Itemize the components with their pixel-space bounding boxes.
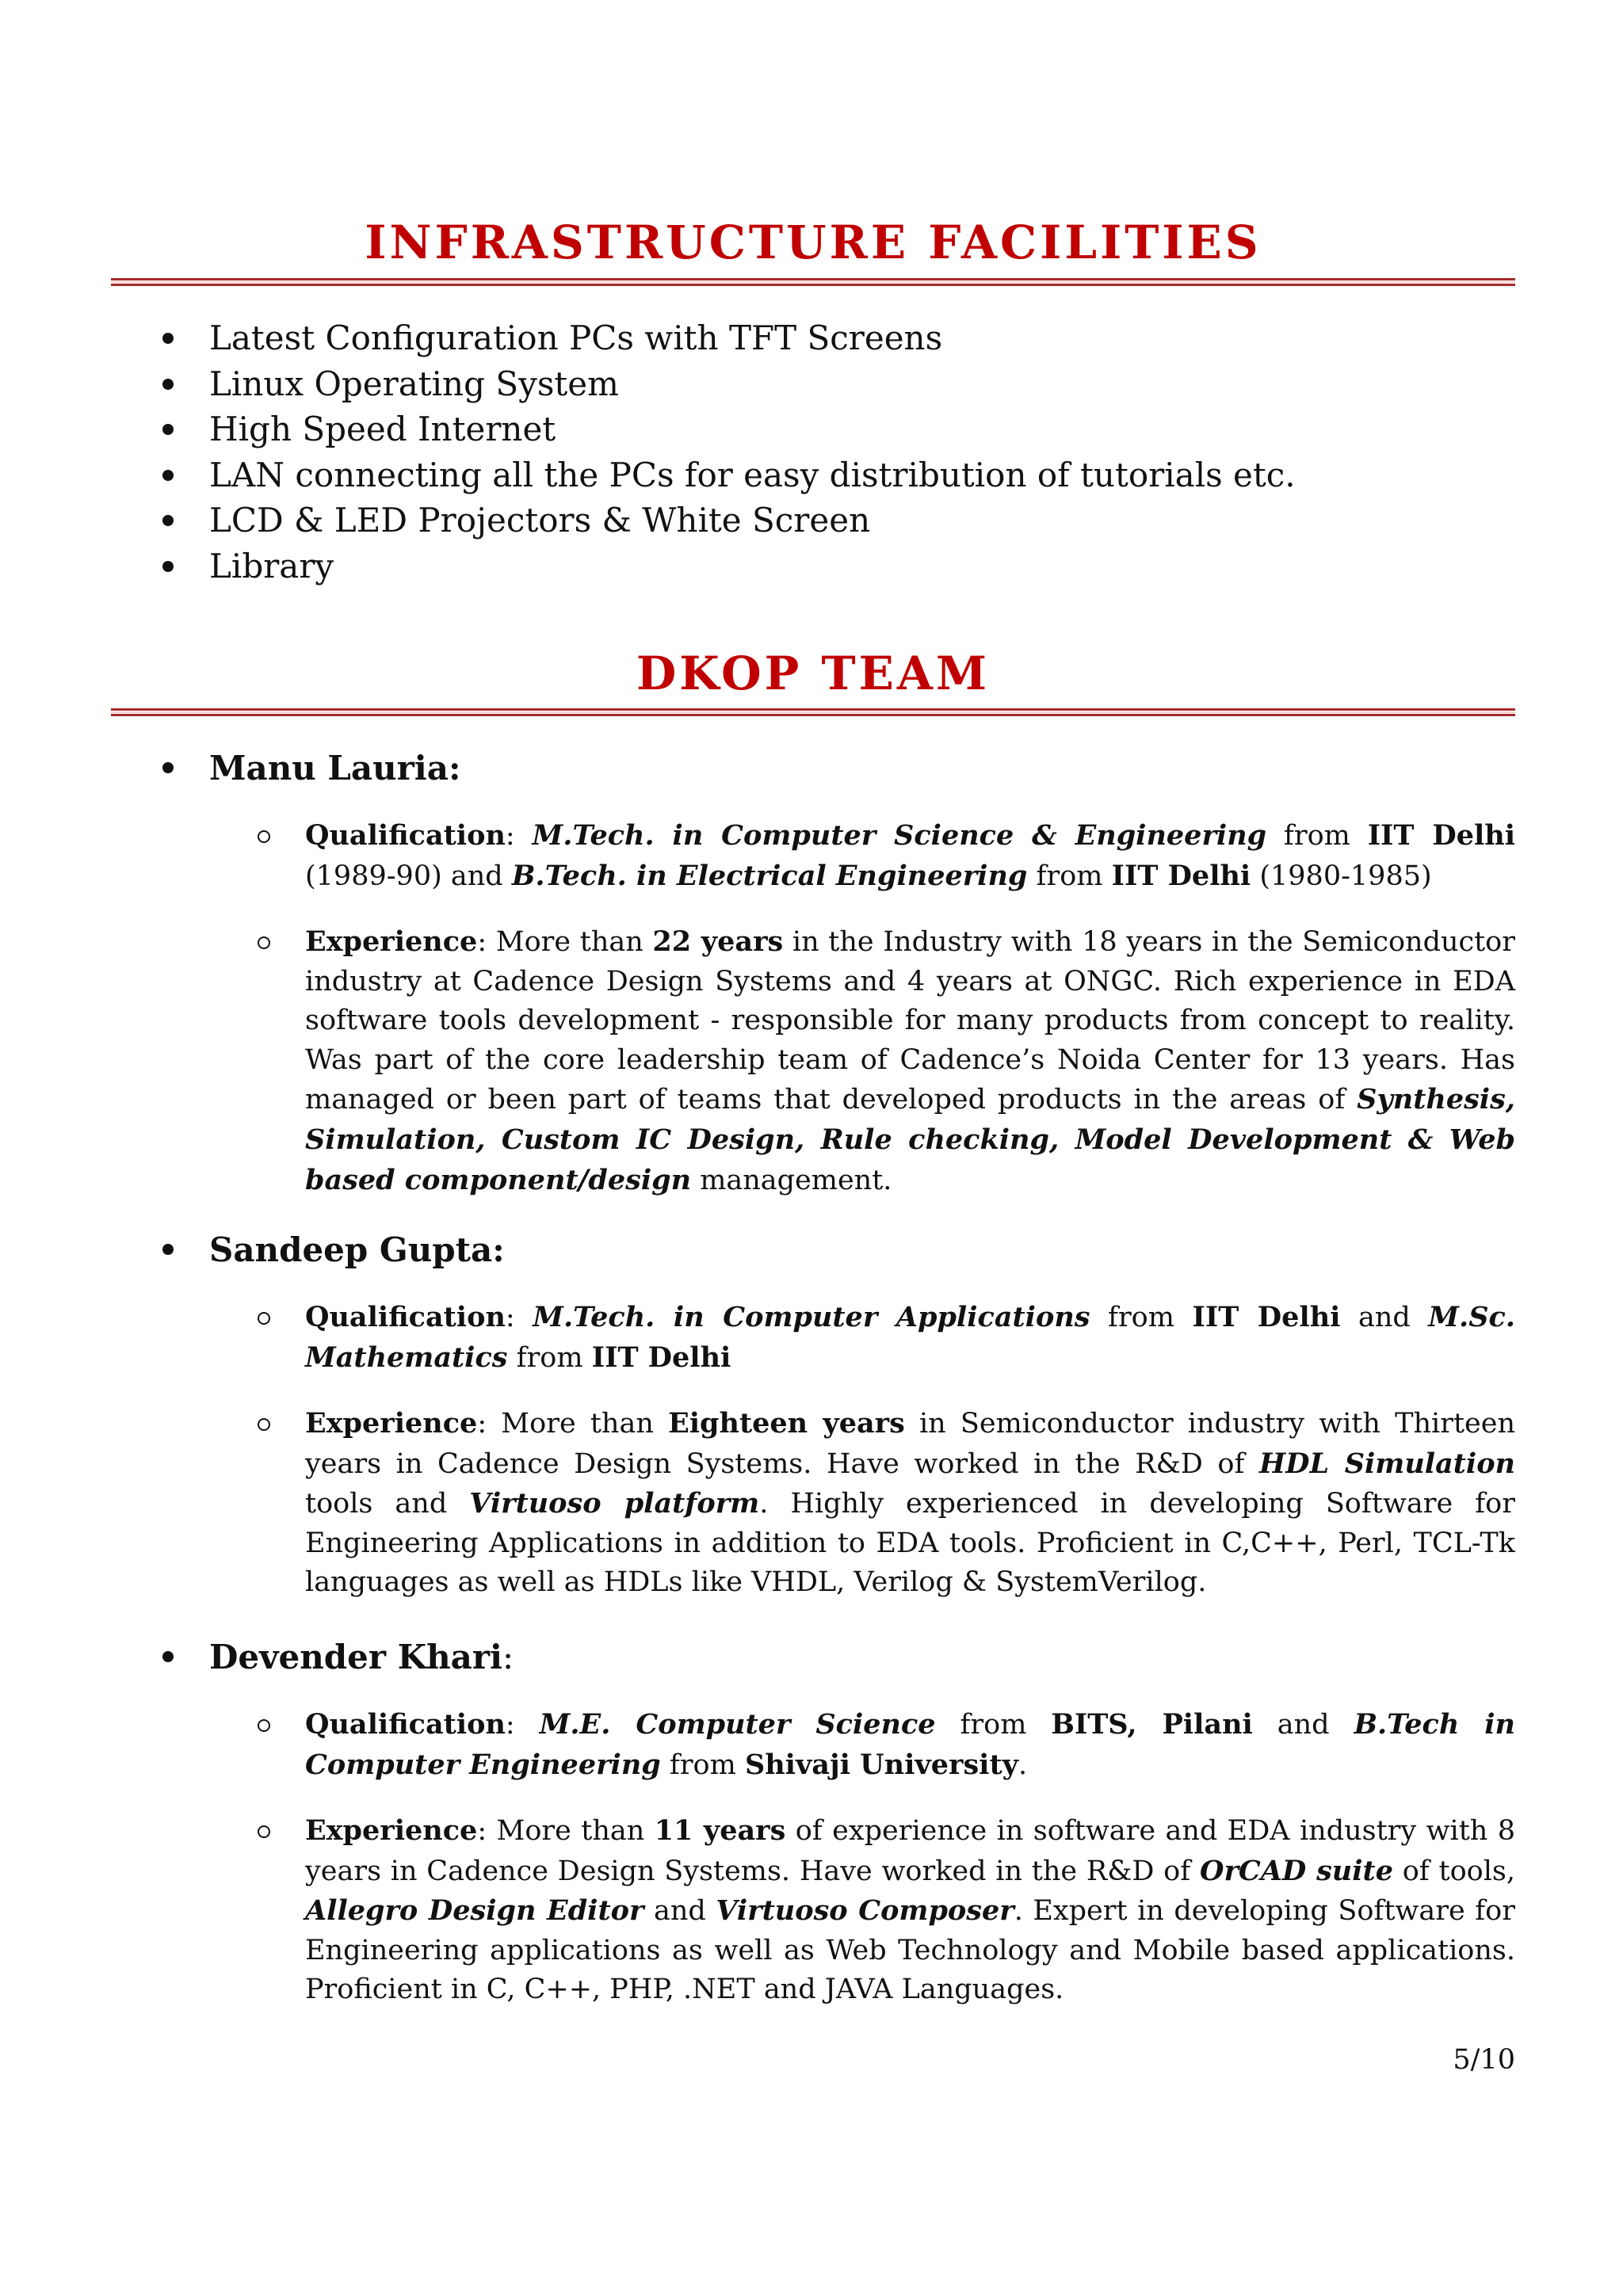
member-qualification: Qualification: M.E. Computer Science from BITS, Pilani and B.Tech in Computer Engineering from Shivaji University.	[305, 1705, 1515, 1785]
member-name: Manu Lauria:	[158, 746, 1515, 791]
list-item: Linux Operating System	[158, 361, 1296, 407]
bullet-icon	[162, 379, 174, 390]
team-heading-rule	[111, 708, 1515, 716]
team-member-manu-lauria	[158, 746, 1516, 1196]
bullet-icon	[162, 1244, 174, 1255]
bullet-icon	[162, 424, 174, 435]
list-item: LCD & LED Projectors & White Screen	[158, 498, 1296, 543]
circle-bullet-icon	[258, 830, 270, 843]
circle-bullet-icon	[258, 1418, 270, 1431]
member-experience: Experience: More than 22 years in the Industry with 18 years in the Semiconductor industry at Cadence Design Systems and 4 years at ONGC. Rich experience in EDA software tools development - responsible for many products from concept to reality. Was part of the core leadership team of Cadence’s Noida Center for 13 years. Has managed or been part of teams that developed products in the areas of Synthesis, Simulation, Custom IC Design, Rule checking, Model Development & Web based component/design management.	[305, 922, 1515, 1200]
infrastructure-heading: INFRASTRUCTURE FACILITIES	[365, 215, 1262, 269]
team-heading: DKOP TEAM	[636, 646, 991, 700]
circle-bullet-icon	[258, 1825, 270, 1838]
member-name: Sandeep Gupta:	[158, 1228, 1515, 1272]
list-item: Library	[158, 543, 1296, 589]
team-member-sandeep-gupta	[158, 1228, 1515, 1599]
circle-bullet-icon	[258, 1312, 270, 1325]
list-item: High Speed Internet	[158, 406, 1296, 452]
member-experience: Experience: More than Eighteen years in Semiconductor industry with Thirteen years in Cadence Design Systems. Have worked in the R&D of HDL Simulation tools and Virtuoso platform. Highly experienced in developing Software for Engineering Applications in addition to EDA tools. Proficient in C,C++, Perl, TCL-Tk languages as well as HDLs like VHDL, Verilog & SystemVerilog.	[305, 1404, 1515, 1603]
list-item: Latest Configuration PCs with TFT Screens	[158, 315, 1296, 361]
bullet-icon	[162, 470, 174, 481]
page-number: 5/10	[1453, 2044, 1515, 2076]
bullet-icon	[162, 1651, 174, 1662]
circle-bullet-icon	[258, 936, 270, 949]
infrastructure-list	[158, 315, 1296, 589]
bullet-icon	[162, 762, 174, 773]
bullet-icon	[162, 333, 174, 344]
bullet-icon	[162, 561, 174, 572]
member-experience: Experience: More than 11 years of experience in software and EDA industry with 8 years in Cadence Design Systems. Have worked in the R&D of OrCAD suite of tools, Allegro Design Editor and Virtuoso Composer. Expert in developing Software for Engineering applications as well as Web Technology and Mobile based applications. Proficient in C, C++, PHP, .NET and JAVA Languages.	[305, 1811, 1515, 2010]
member-qualification: Qualification: M.Tech. in Computer Applications from IIT Delhi and M.Sc. Mathematics from IIT Delhi	[305, 1298, 1515, 1378]
bullet-icon	[162, 515, 174, 526]
team-member-devender-khari	[158, 1635, 1516, 2006]
member-qualification: Qualification: M.Tech. in Computer Science & Engineering from IIT Delhi (1989-90) and B.Tech. in Electrical Engineering from IIT Delhi (1980-1985)	[305, 816, 1515, 896]
infrastructure-heading-rule	[111, 278, 1515, 286]
list-item: LAN connecting all the PCs for easy distribution of tutorials etc.	[158, 452, 1296, 498]
circle-bullet-icon	[258, 1719, 270, 1732]
member-name: Devender Khari:	[158, 1635, 1515, 1680]
